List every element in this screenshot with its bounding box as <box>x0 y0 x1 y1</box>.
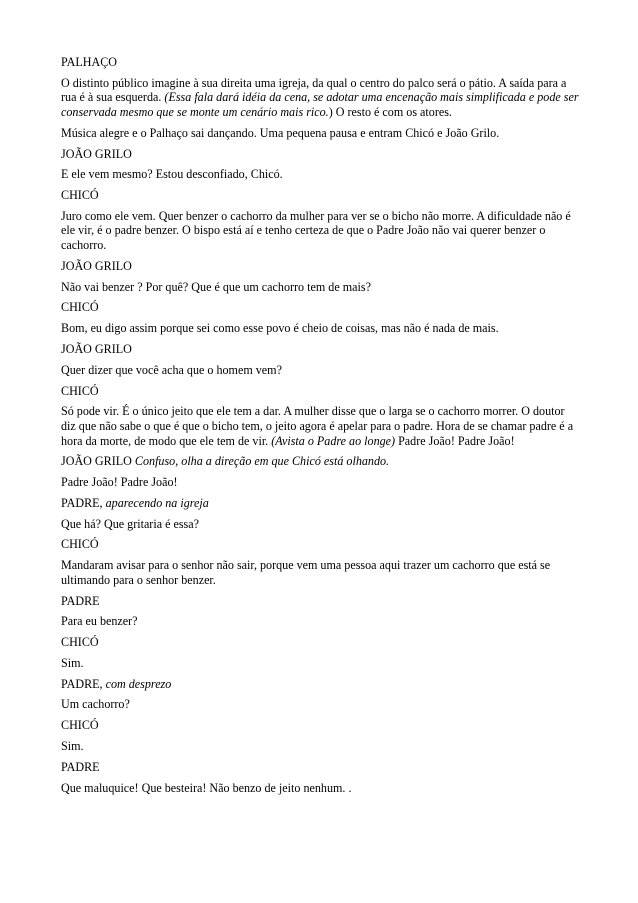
dialogue-line <box>61 76 579 120</box>
speaker-name: JOÃO GRILO <box>61 258 132 273</box>
speaker-joao-grilo <box>61 147 579 162</box>
stage-direction: (Essa fala dará idéia da cena, se adotar uma encenação mais simplificada e pode ser conservada mesmo que se monte um cenário mais rico. <box>61 90 579 119</box>
dialogue-text: Para eu benzer? <box>61 614 138 629</box>
speaker-chico <box>61 537 579 552</box>
dialogue-text: Um cachorro? <box>61 697 130 712</box>
speaker-name: JOÃO GRILO <box>61 341 132 356</box>
stage-direction: (Avista o Padre ao longe) <box>271 433 396 448</box>
speaker-chico <box>61 718 579 733</box>
speaker-padre <box>61 677 579 692</box>
dialogue-text: E ele vem mesmo? Estou desconfiado, Chicó. <box>61 167 283 182</box>
dialogue-line <box>61 209 579 253</box>
speaker-name: JOÃO GRILO <box>61 454 135 469</box>
speaker-chico <box>61 188 579 203</box>
speaker-chico <box>61 635 579 650</box>
dialogue-text: Não vai benzer ? Por quê? Que é que um cachorro tem de mais? <box>61 279 371 294</box>
speaker-name: CHICÓ <box>61 635 99 650</box>
dialogue-line <box>61 558 579 587</box>
speaker-padre <box>61 496 579 511</box>
script-page <box>61 55 579 801</box>
dialogue-text: ) O resto é com os atores. <box>328 104 452 119</box>
speaker-name: CHICÓ <box>61 300 99 315</box>
speaker-name: PADRE, <box>61 676 106 691</box>
dialogue-text: Só pode vir. É o único jeito que ele tem a dar. A mulher disse que o larga se o cachorro morrer. O doutor diz que não sabe o que é que o bicho tem, o jeito agora é apelar para o padre. Hora de se chamar padre é a hora da morte, de modo que ele tem de vir. <box>61 404 574 448</box>
stage-direction: aparecendo na igreja <box>105 495 209 510</box>
dialogue-text: Bom, eu digo assim porque sei como esse povo é cheio de coisas, mas não é nada de mais. <box>61 321 499 336</box>
dialogue-line <box>61 280 579 295</box>
speaker-name: CHICÓ <box>61 537 99 552</box>
dialogue-line <box>61 404 579 448</box>
speaker-palhaco <box>61 55 579 70</box>
dialogue-text: Sim. <box>61 739 84 754</box>
dialogue-text: Juro como ele vem. Quer benzer o cachorro da mulher para ver se o bicho não morre. A dificuldade não é ele vir, é o padre benzer. O bispo está aí e tenho certeza de que o Padre João não vai querer benzer o cachorro. <box>61 208 571 253</box>
dialogue-line <box>61 614 579 629</box>
dialogue-text: Que há? Que gritaria é essa? <box>61 516 199 531</box>
dialogue-text: O distinto público imagine à sua direita uma igreja, da qual o centro do palco será o pátio. A saída para a rua é à sua esquerda. <box>61 75 567 105</box>
dialogue-line <box>61 321 579 336</box>
dialogue-text: Música alegre e o Palhaço sai dançando. Uma pequena pausa e entram Chicó e João Grilo. <box>61 125 500 140</box>
speaker-name: PALHAÇO <box>61 55 118 69</box>
dialogue-line <box>61 363 579 378</box>
speaker-joao-grilo <box>61 259 579 274</box>
dialogue-line <box>61 167 579 182</box>
stage-direction: Confuso, olha a direção em que Chicó está olhando. <box>134 454 390 469</box>
speaker-name: JOÃO GRILO <box>61 146 132 161</box>
stage-note <box>61 126 579 141</box>
speaker-joao-grilo <box>61 342 579 357</box>
speaker-padre <box>61 760 579 775</box>
speaker-name: CHICÓ <box>61 718 99 733</box>
dialogue-line <box>61 781 579 796</box>
speaker-name: CHICÓ <box>61 383 99 398</box>
dialogue-text: Quer dizer que você acha que o homem vem? <box>61 362 282 377</box>
speaker-name: PADRE <box>61 759 100 774</box>
dialogue-line <box>61 739 579 754</box>
dialogue-text: Padre João! Padre João! <box>395 433 515 448</box>
dialogue-line <box>61 517 579 532</box>
speaker-joao-grilo <box>61 454 579 469</box>
dialogue-text: Sim. <box>61 655 84 670</box>
dialogue-line <box>61 656 579 671</box>
speaker-chico <box>61 384 579 399</box>
speaker-chico <box>61 300 579 315</box>
speaker-name: PADRE <box>61 593 100 608</box>
speaker-name: CHICÓ <box>61 188 99 203</box>
speaker-padre <box>61 594 579 609</box>
dialogue-text: Que maluquice! Que besteira! Não benzo de jeito nenhum. . <box>61 780 352 795</box>
speaker-name: PADRE, <box>61 495 106 510</box>
dialogue-line <box>61 475 579 490</box>
stage-direction: com desprezo <box>105 676 172 691</box>
dialogue-line <box>61 697 579 712</box>
dialogue-text: Mandaram avisar para o senhor não sair, porque vem uma pessoa aqui trazer um cachorro que está se ultimando para o senhor benzer. <box>61 558 551 587</box>
dialogue-text: Padre João! Padre João! <box>61 475 178 490</box>
